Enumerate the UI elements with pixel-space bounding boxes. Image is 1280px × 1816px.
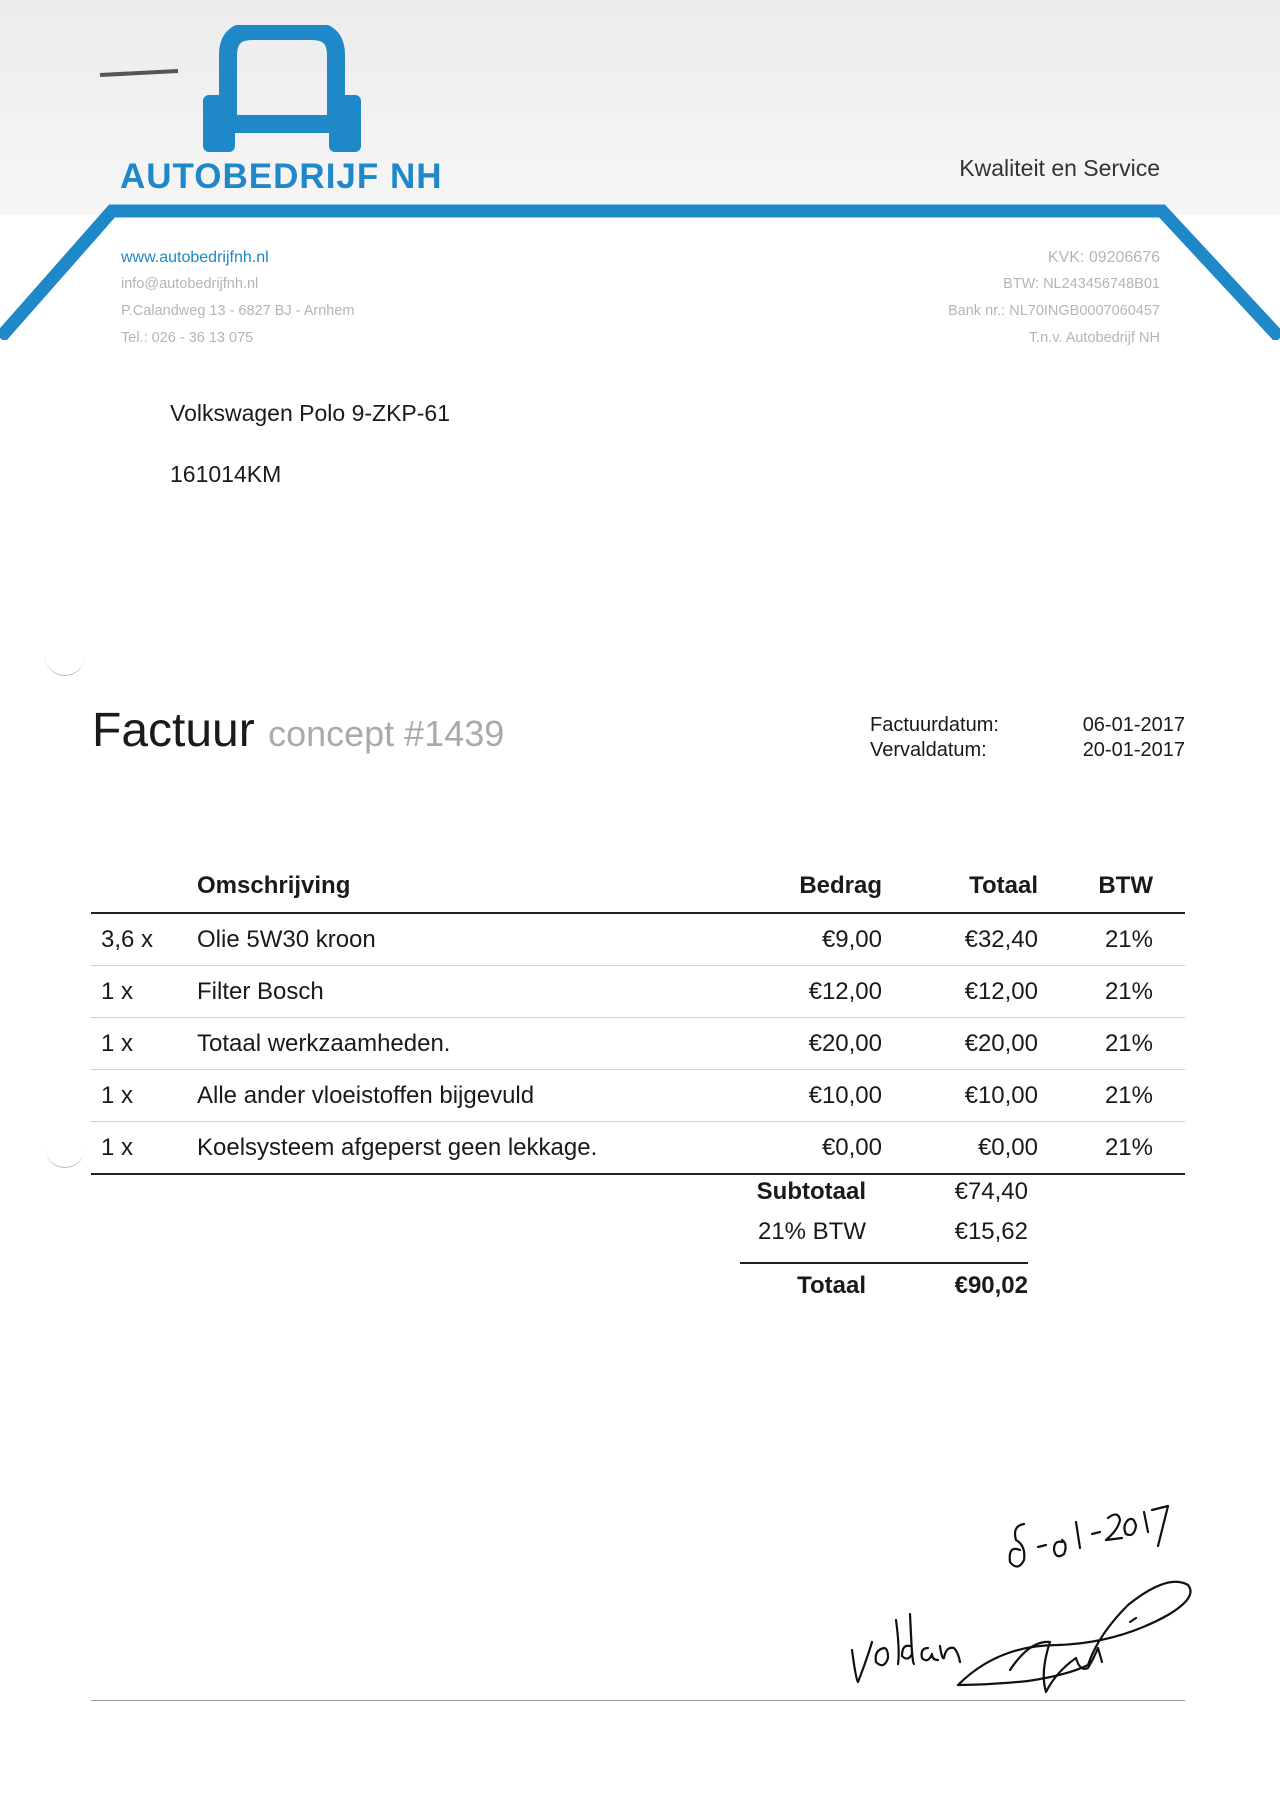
- row-amount: €9,00: [717, 913, 882, 966]
- header-description: Omschrijving: [197, 860, 717, 913]
- invoice-title: [92, 703, 504, 758]
- table-row: [91, 1018, 1185, 1070]
- table-row: [91, 1122, 1185, 1175]
- vat-value: €15,62: [954, 1218, 1028, 1245]
- row-vat: 21%: [1038, 1070, 1185, 1122]
- vat-label: 21% BTW: [757, 1218, 866, 1245]
- subtotal-value: €74,40: [954, 1178, 1028, 1205]
- subtotal-label: Subtotaal: [756, 1178, 866, 1205]
- row-vat: 21%: [1038, 913, 1185, 966]
- invoice-title-main: Factuur: [92, 704, 255, 757]
- row-qty: 1 x: [91, 966, 197, 1018]
- due-date-label: Vervaldatum:: [870, 739, 987, 761]
- invoice-totals: [740, 1170, 1028, 1304]
- grand-total-row: [740, 1264, 1028, 1304]
- table-row: [91, 913, 1185, 966]
- row-description: Alle ander vloeistoffen bijgevuld: [197, 1070, 717, 1122]
- row-qty: 3,6 x: [91, 913, 197, 966]
- company-logo: [203, 25, 361, 152]
- vehicle-info: Volkswagen Polo 9-ZKP-61: [170, 400, 450, 426]
- invoice-dates: [870, 713, 1185, 763]
- invoice-items-table: [91, 860, 1185, 1175]
- btw-number: BTW: NL243456748B01: [1003, 276, 1160, 292]
- header-amount: Bedrag: [717, 860, 882, 913]
- row-description: Filter Bosch: [197, 966, 717, 1018]
- row-total: €20,00: [882, 1018, 1038, 1070]
- company-tagline: Kwaliteit en Service: [959, 155, 1160, 181]
- row-total: €0,00: [882, 1122, 1038, 1175]
- row-description: Totaal werkzaamheden.: [197, 1018, 717, 1070]
- row-total: €10,00: [882, 1070, 1038, 1122]
- contact-info: [121, 244, 355, 352]
- kvk-number: KVK: 09206676: [1047, 249, 1160, 266]
- vat-row: [740, 1210, 1028, 1250]
- footer-divider: [91, 1700, 1185, 1701]
- row-description: Koelsysteem afgeperst geen lekkage.: [197, 1122, 717, 1175]
- subtotal-row: [740, 1170, 1028, 1210]
- grand-total-label: Totaal: [797, 1272, 866, 1299]
- row-total: €32,40: [882, 913, 1038, 966]
- table-header-row: [91, 860, 1185, 913]
- row-qty: 1 x: [91, 1018, 197, 1070]
- row-qty: 1 x: [91, 1122, 197, 1175]
- invoice-date-value: 06-01-2017: [1082, 714, 1185, 736]
- table-row: [91, 966, 1185, 1018]
- invoice-date-label: Factuurdatum:: [870, 714, 999, 736]
- row-vat: 21%: [1038, 1018, 1185, 1070]
- row-vat: 21%: [1038, 966, 1185, 1018]
- invoice-number: concept #1439: [268, 713, 505, 754]
- header-vat: BTW: [1038, 860, 1185, 913]
- invoice-date-row: [870, 713, 1185, 738]
- table-row: [91, 1070, 1185, 1122]
- address-text: P.Calandweg 13 - 6827 BJ - Arnhem: [121, 303, 355, 319]
- due-date-value: 20-01-2017: [1082, 739, 1185, 761]
- row-vat: 21%: [1038, 1122, 1185, 1175]
- website-link[interactable]: www.autobedrijfnh.nl: [121, 249, 269, 266]
- mileage-info: 161014KM: [170, 461, 282, 487]
- row-description: Olie 5W30 kroon: [197, 913, 717, 966]
- row-qty: 1 x: [91, 1070, 197, 1122]
- header-total: Totaal: [882, 860, 1038, 913]
- phone-text: Tel.: 026 - 36 13 075: [121, 330, 254, 346]
- handwritten-signature: [840, 1500, 1220, 1720]
- account-holder: T.n.v. Autobedrijf NH: [1028, 330, 1160, 346]
- grand-total-value: €90,02: [954, 1272, 1028, 1299]
- punch-hole-mark: [45, 1147, 85, 1168]
- row-total: €12,00: [882, 966, 1038, 1018]
- punch-hole-mark: [45, 655, 85, 676]
- company-name: AUTOBEDRIJF NH: [120, 157, 443, 196]
- registration-info: [948, 244, 1160, 352]
- bank-number: Bank nr.: NL70INGB0007060457: [947, 303, 1160, 319]
- row-amount: €12,00: [717, 966, 882, 1018]
- row-amount: €10,00: [717, 1070, 882, 1122]
- row-amount: €0,00: [717, 1122, 882, 1175]
- email-link[interactable]: info@autobedrijfnh.nl: [121, 276, 259, 292]
- header-qty: [91, 860, 197, 913]
- due-date-row: [870, 738, 1185, 763]
- row-amount: €20,00: [717, 1018, 882, 1070]
